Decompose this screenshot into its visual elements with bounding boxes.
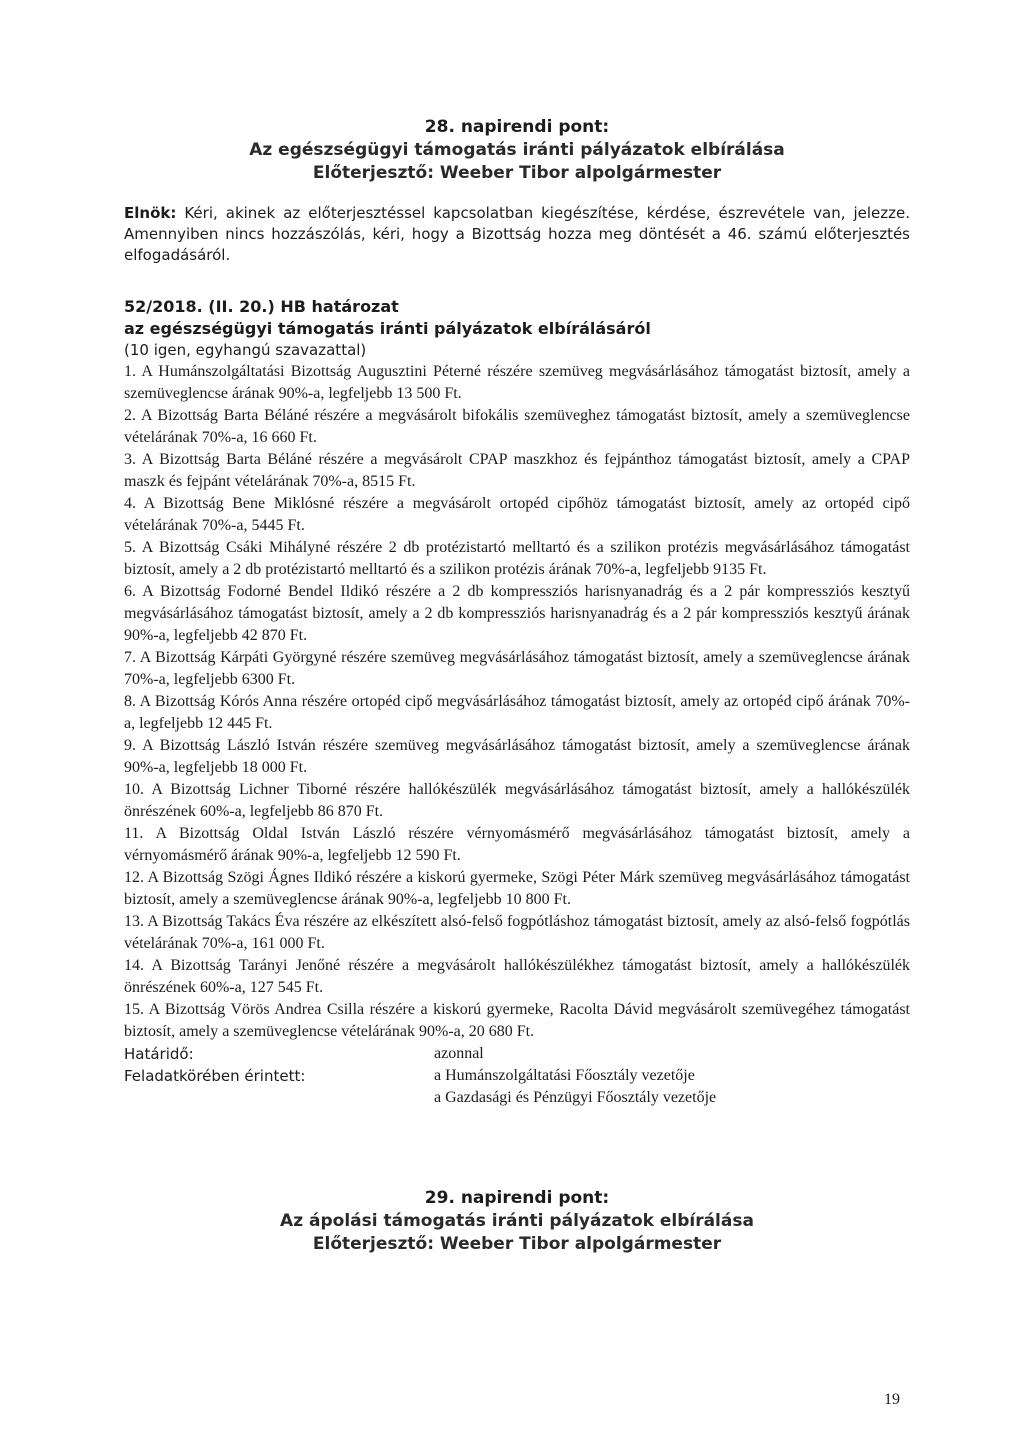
list-item — [124, 691, 910, 735]
chair-label: Elnök: — [124, 204, 177, 222]
list-item — [124, 911, 910, 955]
deadline-value: azonnal — [434, 1045, 484, 1062]
list-item — [124, 537, 910, 581]
item-text: A Bizottság Kárpáti Györgyné részére szemüveg megvásárlásához támogatást biztosít, amely a szemüveglencse árának 70%-a, legfeljebb 6300 Ft. — [124, 649, 910, 688]
document-page — [124, 116, 910, 1256]
deadline-and-responsible — [124, 1043, 910, 1109]
list-item — [124, 449, 910, 493]
resolution-number: 52/2018. (II. 20.) HB határozat — [124, 297, 399, 316]
agenda-item-subtitle: Az ápolási támogatás iránti pályázatok elbírálása — [280, 1211, 754, 1231]
item-number: 6. — [124, 583, 136, 600]
agenda-item-subtitle: Az egészségügyi támogatás iránti pályázatok elbírálása — [249, 140, 785, 160]
list-item — [124, 779, 910, 823]
list-item — [124, 955, 910, 999]
agenda-item-presenter: Előterjesztő: Weeber Tibor alpolgármester — [312, 1234, 722, 1254]
item-text: A Bizottság Tarányi Jenőné részére a megvásárolt hallókészülékhez támogatást biztosít, amely a hallókészülék önrészének 60%-a, 127 545 Ft. — [124, 957, 910, 996]
list-item — [124, 999, 910, 1043]
item-text: A Bizottság Kórós Anna részére ortopéd cipő megvásárlásához támogatást biztosít, amely az ortopéd cipő árának 70%-a, legfeljebb 12 445 Ft. — [124, 693, 910, 732]
list-item — [124, 823, 910, 867]
list-item — [124, 735, 910, 779]
item-text: A Bizottság Bene Miklósné részére a megvásárolt ortopéd cipőhöz támogatást biztosít, amely az ortopéd cipő vételárának 70%-a, 5445 Ft. — [124, 495, 910, 534]
item-text: A Bizottság Barta Béláné részére a megvásárolt CPAP maszkhoz és fejpánthoz támogatást biztosít, amely a CPAP maszk és fejpánt vételárának 70%-a, 8515 Ft. — [124, 451, 910, 490]
agenda-item-title: 28. napirendi pont: — [424, 117, 610, 137]
list-item — [124, 405, 910, 449]
responsible-label: Feladatkörében érintett: — [124, 1067, 306, 1085]
item-number: 8. — [124, 693, 136, 710]
item-number: 5. — [124, 539, 136, 556]
item-number: 1. — [124, 363, 136, 380]
section-28-header — [124, 116, 910, 185]
chair-statement — [124, 203, 910, 266]
deadline-label: Határidő: — [124, 1045, 194, 1063]
list-item — [124, 867, 910, 911]
resolution-items — [124, 361, 910, 1043]
item-number: 14. — [124, 957, 144, 974]
list-item — [124, 647, 910, 691]
item-text: A Bizottság Szögi Ágnes Ildikó részére a kiskorú gyermeke, Szögi Péter Márk szemüveg megvásárlásához támogatást biztosít, amely a szemüveglencse árának 90%-a, legfeljebb 10 800 Ft. — [124, 869, 910, 908]
responsible-value-1: a Humánszolgáltatási Főosztály vezetője — [434, 1067, 695, 1084]
item-number: 11. — [124, 825, 144, 842]
agenda-item-title: 29. napirendi pont: — [424, 1188, 610, 1208]
item-text: A Bizottság Oldal István László részére vérnyomásmérő megvásárlásához támogatást biztosít, amely a vérnyomásmérő árának 90%-a, legfeljebb 12 590 Ft. — [124, 825, 911, 864]
item-text: A Bizottság László István részére szemüveg megvásárlásához támogatást biztosít, amely a szemüveglencse árának 90%-a, legfeljebb 18 000 Ft. — [124, 737, 910, 776]
item-text: A Bizottság Takács Éva részére az elkészített alsó-felső fogpótláshoz támogatást biztosít, amely az alsó-felső fogpótlás vételárának 70%-a, 161 000 Ft. — [124, 913, 910, 952]
item-number: 9. — [124, 737, 136, 754]
item-number: 7. — [124, 649, 136, 666]
item-text: A Bizottság Vörös Andrea Csilla részére a kiskorú gyermeke, Racolta Dávid megvásárolt szemüvegéhez támogatást biztosít, amely a szemüveglencse vételárának 90%-a, 20 680 Ft. — [124, 1001, 910, 1040]
page-number: 19 — [884, 1391, 900, 1408]
item-text: A Bizottság Fodorné Bendel Ildikó részére a 2 db kompressziós harisnyanadrág és a 2 pár kompressziós kesztyű megvásárlásához támogatást biztosít, amely a 2 db kompressziós harisnyanadrág és a 2 pár kompressziós kesztyű árának 90%-a, legfeljebb 42 870 Ft. — [124, 583, 910, 644]
item-number: 13. — [124, 913, 144, 930]
section-29-header — [124, 1187, 910, 1256]
item-number: 2. — [124, 407, 136, 424]
item-number: 15. — [124, 1001, 144, 1018]
list-item — [124, 581, 910, 647]
resolution-header — [124, 296, 910, 361]
item-number: 12. — [124, 869, 144, 886]
resolution-title: az egészségügyi támogatás iránti pályázatok elbírálásáról — [124, 319, 651, 338]
list-item — [124, 361, 910, 405]
item-number: 4. — [124, 495, 136, 512]
responsible-value-2: a Gazdasági és Pénzügyi Főosztály vezetője — [434, 1089, 717, 1106]
item-text: A Humánszolgáltatási Bizottság Augusztini Péterné részére szemüveg megvásárlásához támogatást biztosít, amely a szemüveglencse árának 90%-a, legfeljebb 13 500 Ft. — [124, 363, 910, 402]
item-text: A Bizottság Csáki Mihályné részére 2 db protézistartó melltartó és a szilikon protézis megvásárlásához támogatást biztosít, amely a 2 db protézistartó melltartó és a szilikon protézis árának 70%-a, legfeljebb 9135 Ft. — [124, 539, 910, 578]
item-number: 3. — [124, 451, 136, 468]
item-text: A Bizottság Lichner Tiborné részére hallókészülék megvásárlásához támogatást biztosít, amely a hallókészülék önrészének 60%-a, legfeljebb 86 870 Ft. — [124, 781, 910, 820]
agenda-item-presenter: Előterjesztő: Weeber Tibor alpolgármester — [312, 163, 722, 183]
item-number: 10. — [124, 781, 144, 798]
chair-text: Kéri, akinek az előterjesztéssel kapcsolatban kiegészítése, kérdése, észrevétele van, jelezze. Amennyiben nincs hozzászólás, kéri, hogy a Bizottság hozza meg döntését a 46. számú előterjesztés elfogadásáról. — [124, 204, 910, 264]
list-item — [124, 493, 910, 537]
item-text: A Bizottság Barta Béláné részére a megvásárolt bifokális szemüveghez támogatást biztosít, amely a szemüveglencse vételárának 70%-a, 16 660 Ft. — [124, 407, 910, 446]
resolution-vote: (10 igen, egyhangú szavazattal) — [124, 341, 367, 359]
